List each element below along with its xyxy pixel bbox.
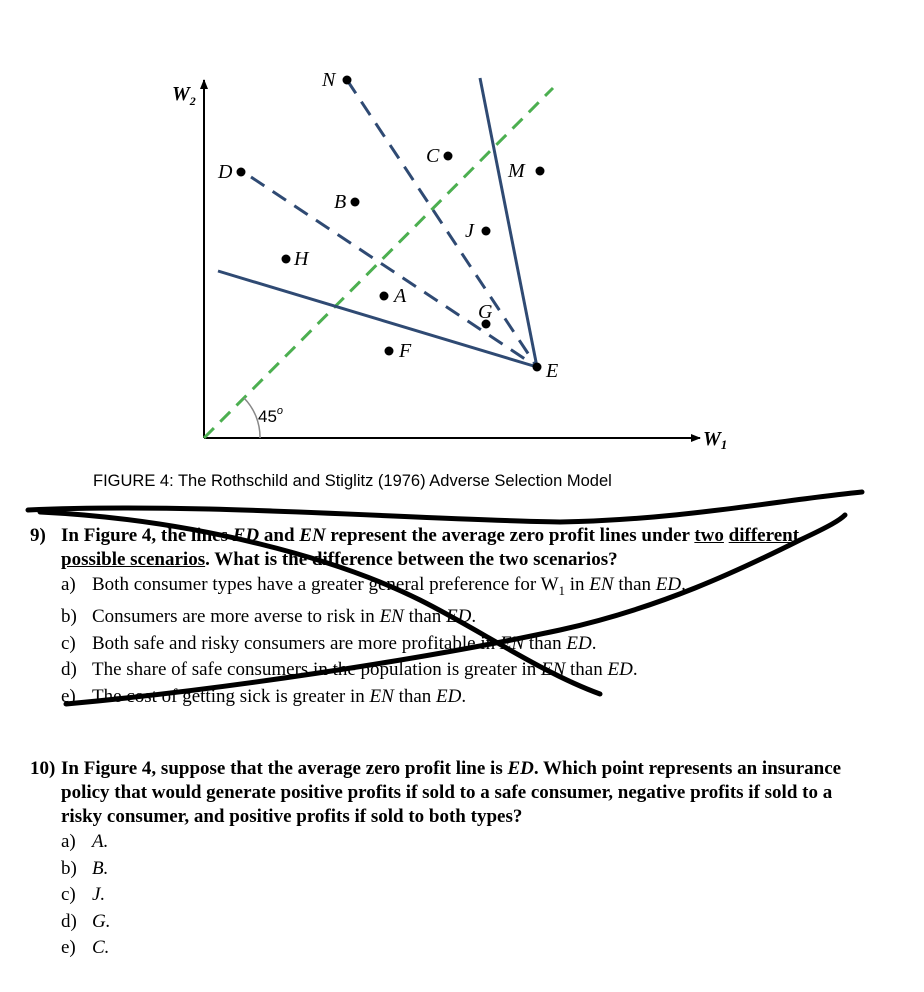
- point-F: [385, 340, 413, 362]
- option-c[interactable]: c) J.: [61, 884, 106, 905]
- svg-text:E: E: [546, 360, 559, 382]
- svg-text:C: C: [426, 145, 440, 167]
- svg-text:H: H: [294, 248, 309, 270]
- svg-text:D: D: [218, 161, 233, 183]
- option-b[interactable]: b) Consumers are more averse to risk in EN than ED.: [61, 606, 477, 628]
- rothschild-stiglitz-figure: [0, 0, 924, 470]
- option-a[interactable]: a) Both consumer types have a greater general preference for $W_1$ in EN than ED.: [61, 574, 686, 598]
- point-H: [282, 248, 311, 270]
- point-J: [465, 220, 491, 242]
- point-C: [426, 145, 453, 167]
- figure-caption: FIGURE 4: The Rothschild and Stiglitz (1976) Adverse Selection Model: [93, 472, 612, 490]
- x-axis-label: $W_1$: [703, 428, 728, 452]
- svg-text:G: G: [478, 301, 493, 323]
- option-d[interactable]: d) The share of safe consumers in the population is greater in EN than ED.: [61, 659, 638, 681]
- point-B: [334, 191, 360, 213]
- option-a[interactable]: a) A.: [61, 831, 109, 852]
- y-axis-label: $W_2$: [172, 83, 196, 108]
- svg-text:M: M: [508, 160, 525, 182]
- option-c[interactable]: c) Both safe and risky consumers are more profitable in EN than ED.: [61, 632, 597, 654]
- question-9-options: [30, 572, 861, 710]
- question-10-stem: 10) In Figure 4, suppose that the average zero profit line is ED. Which point represents an insurance policy that would generate positive profits if sold to a safe consumer, negative profits if sold to a risky consumer, and positive profits if sold to both types?: [30, 758, 842, 827]
- svg-text:F: F: [399, 340, 412, 362]
- svg-text:J: J: [465, 220, 474, 242]
- option-d[interactable]: d) G.: [61, 910, 111, 932]
- option-b[interactable]: b) B.: [61, 857, 109, 879]
- svg-text:B: B: [334, 191, 347, 213]
- question-10: [30, 757, 861, 962]
- line-DE: [251, 177, 537, 367]
- svg-text:A: A: [394, 285, 407, 307]
- point-G: [478, 301, 493, 329]
- point-D: [217, 161, 246, 183]
- question-number: 10): [30, 758, 56, 779]
- point-E: [533, 360, 559, 382]
- question-10-options: [30, 829, 861, 962]
- question-9-stem: 9) In Figure 4, the lines ED and EN represent the average zero profit lines under two different possible scenarios. What is the difference between the two scenarios?: [30, 525, 800, 570]
- option-e[interactable]: e) C.: [61, 937, 110, 958]
- option-e[interactable]: e) The cost of getting sick is greater in EN than ED.: [61, 685, 467, 707]
- question-number: 9): [30, 525, 46, 546]
- svg-text:N: N: [322, 69, 336, 91]
- diagonal-45-line: [204, 88, 553, 438]
- point-M: [507, 160, 545, 182]
- question-9: [30, 524, 861, 710]
- point-A: [380, 285, 408, 307]
- point-N: [321, 69, 352, 91]
- angle-label: 45$^o$: [258, 405, 284, 426]
